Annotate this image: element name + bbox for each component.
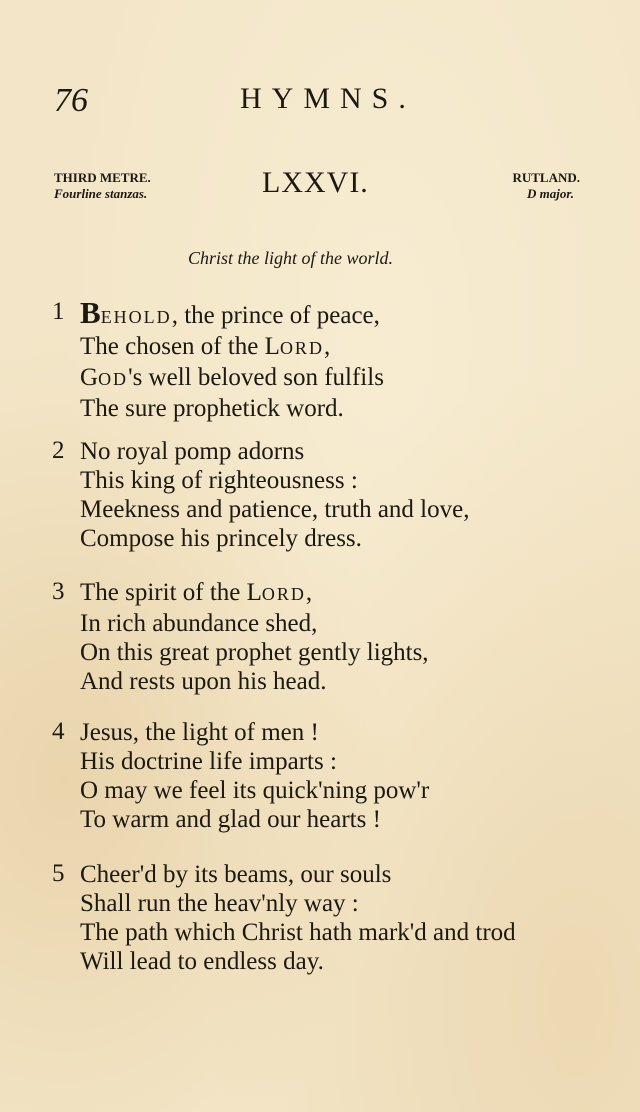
small-caps-text: ORD bbox=[261, 584, 306, 604]
stanza-line: Compose his princely dress. bbox=[80, 525, 362, 552]
line-text: 's well beloved son fulfils bbox=[128, 364, 384, 391]
stanza-2 bbox=[52, 437, 612, 553]
meter-note bbox=[54, 170, 151, 202]
stanza-line: No royal pomp adorns bbox=[80, 438, 305, 465]
line-text: , bbox=[305, 579, 313, 606]
stanza-number: 2 bbox=[52, 437, 65, 464]
stanza-line: His doctrine life imparts : bbox=[80, 748, 337, 775]
meter-line: THIRD METRE. bbox=[54, 170, 151, 185]
line-text: , bbox=[323, 333, 331, 360]
tune-name: RUTLAND. bbox=[512, 170, 580, 185]
stanza-line: Shall run the heav'nly way : bbox=[80, 890, 359, 917]
stanza-line: Will lead to endless day. bbox=[80, 948, 324, 975]
stanza-3 bbox=[52, 578, 612, 696]
stanza-line: And rests upon his head. bbox=[80, 668, 327, 695]
stanza-line: In rich abundance shed, bbox=[80, 610, 318, 637]
hymn-number: LXXVI. bbox=[262, 166, 369, 199]
running-head: HYMNS. bbox=[240, 82, 416, 115]
stanza-number: 5 bbox=[52, 860, 65, 887]
stanza-5 bbox=[52, 860, 612, 976]
hymn-subtitle: Christ the light of the world. bbox=[188, 248, 394, 268]
stanza-line: On this great prophet gently lights, bbox=[80, 639, 429, 666]
line-text: , the prince of peace, bbox=[171, 302, 380, 329]
line-text: The spirit of the L bbox=[80, 579, 262, 606]
stanza-line: To warm and glad our hearts ! bbox=[80, 806, 381, 833]
stanza-line: Meekness and patience, truth and love, bbox=[80, 496, 470, 523]
stanza-line bbox=[52, 578, 612, 609]
stanza-number: 1 bbox=[52, 298, 65, 325]
stanza-number: 4 bbox=[52, 718, 65, 745]
stanza-line: Cheer'd by its beams, our souls bbox=[80, 861, 392, 888]
stanza-line bbox=[52, 332, 612, 363]
small-caps-text: EHOLD bbox=[100, 307, 172, 327]
tune-key: D major. bbox=[527, 186, 574, 201]
small-caps-text: ORD bbox=[279, 338, 324, 358]
drop-cap: B bbox=[80, 295, 101, 330]
line-text: The chosen of the L bbox=[80, 333, 280, 360]
stanza-form-line: Fourline stanzas. bbox=[54, 186, 148, 201]
stanza-line: The sure prophetick word. bbox=[80, 395, 344, 422]
line-text: G bbox=[80, 364, 99, 391]
stanza-1 bbox=[52, 295, 612, 423]
stanza-line: The path which Christ hath mark'd and trod bbox=[80, 919, 516, 946]
stanza-line: This king of righteousness : bbox=[80, 467, 358, 494]
stanza-line: Jesus, the light of men ! bbox=[80, 719, 319, 746]
stanza-line bbox=[52, 363, 612, 394]
page-number: 76 bbox=[54, 82, 88, 119]
stanza-line bbox=[52, 295, 612, 332]
small-caps-text: OD bbox=[98, 369, 129, 389]
tune-note bbox=[512, 170, 580, 202]
stanza-4 bbox=[52, 718, 612, 834]
stanza-line: O may we feel its quick'ning pow'r bbox=[80, 777, 430, 804]
stanza-number: 3 bbox=[52, 578, 65, 605]
